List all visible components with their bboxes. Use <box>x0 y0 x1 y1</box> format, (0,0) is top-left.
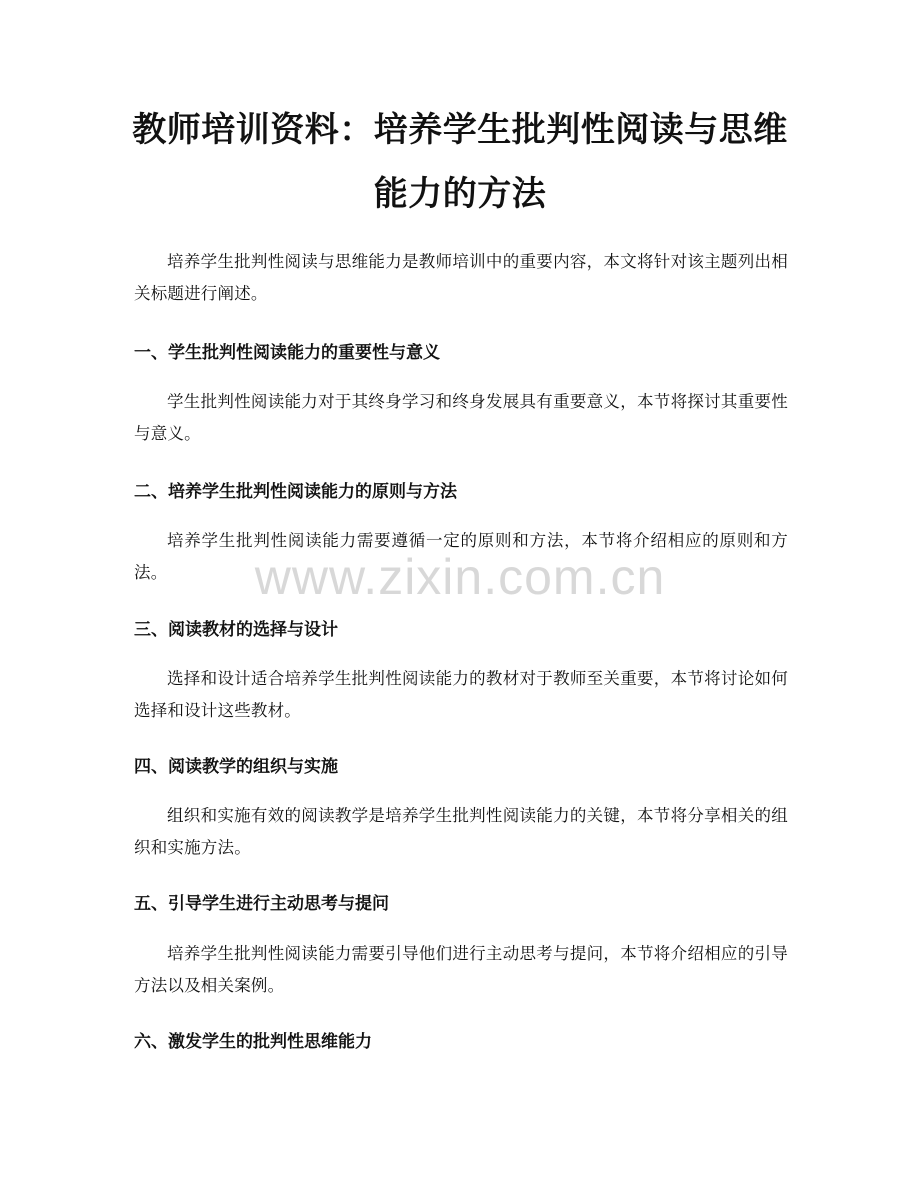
section-heading-3: 三、阅读教材的选择与设计 <box>134 620 338 640</box>
document-title-line-2: 能力的方法 <box>373 174 547 214</box>
section-heading-4: 四、阅读教学的组织与实施 <box>134 757 338 777</box>
section-body-1: 学生批判性阅读能力对于其终身学习和终身发展具有重要意义，本节将探讨其重要性与意义。 <box>134 392 788 443</box>
section-heading-2: 二、培养学生批判性阅读能力的原则与方法 <box>134 482 457 502</box>
intro-paragraph: 培养学生批判性阅读与思维能力是教师培训中的重要内容，本文将针对该主题列出相关标题进行阐述。 <box>134 252 788 303</box>
section-heading-6: 六、激发学生的批判性思维能力 <box>134 1032 372 1052</box>
document-title <box>120 98 800 226</box>
document-title-line-1: 教师培训资料：培养学生批判性阅读与思维 <box>132 110 788 150</box>
watermark: www.zixin.com.cn <box>254 549 666 605</box>
section-body-4: 组织和实施有效的阅读教学是培养学生批判性阅读能力的关键，本节将分享相关的组织和实施方法。 <box>134 806 788 857</box>
section-body-3: 选择和设计适合培养学生批判性阅读能力的教材对于教师至关重要，本节将讨论如何选择和设计这些教材。 <box>134 669 788 720</box>
section-body-5: 培养学生批判性阅读能力需要引导他们进行主动思考与提问，本节将介绍相应的引导方法以及相关案例。 <box>134 944 788 995</box>
section-heading-1: 一、学生批判性阅读能力的重要性与意义 <box>134 343 440 363</box>
section-body-2: 培养学生批判性阅读能力需要遵循一定的原则和方法，本节将介绍相应的原则和方法。 <box>134 531 788 582</box>
section-heading-5: 五、引导学生进行主动思考与提问 <box>134 894 389 914</box>
